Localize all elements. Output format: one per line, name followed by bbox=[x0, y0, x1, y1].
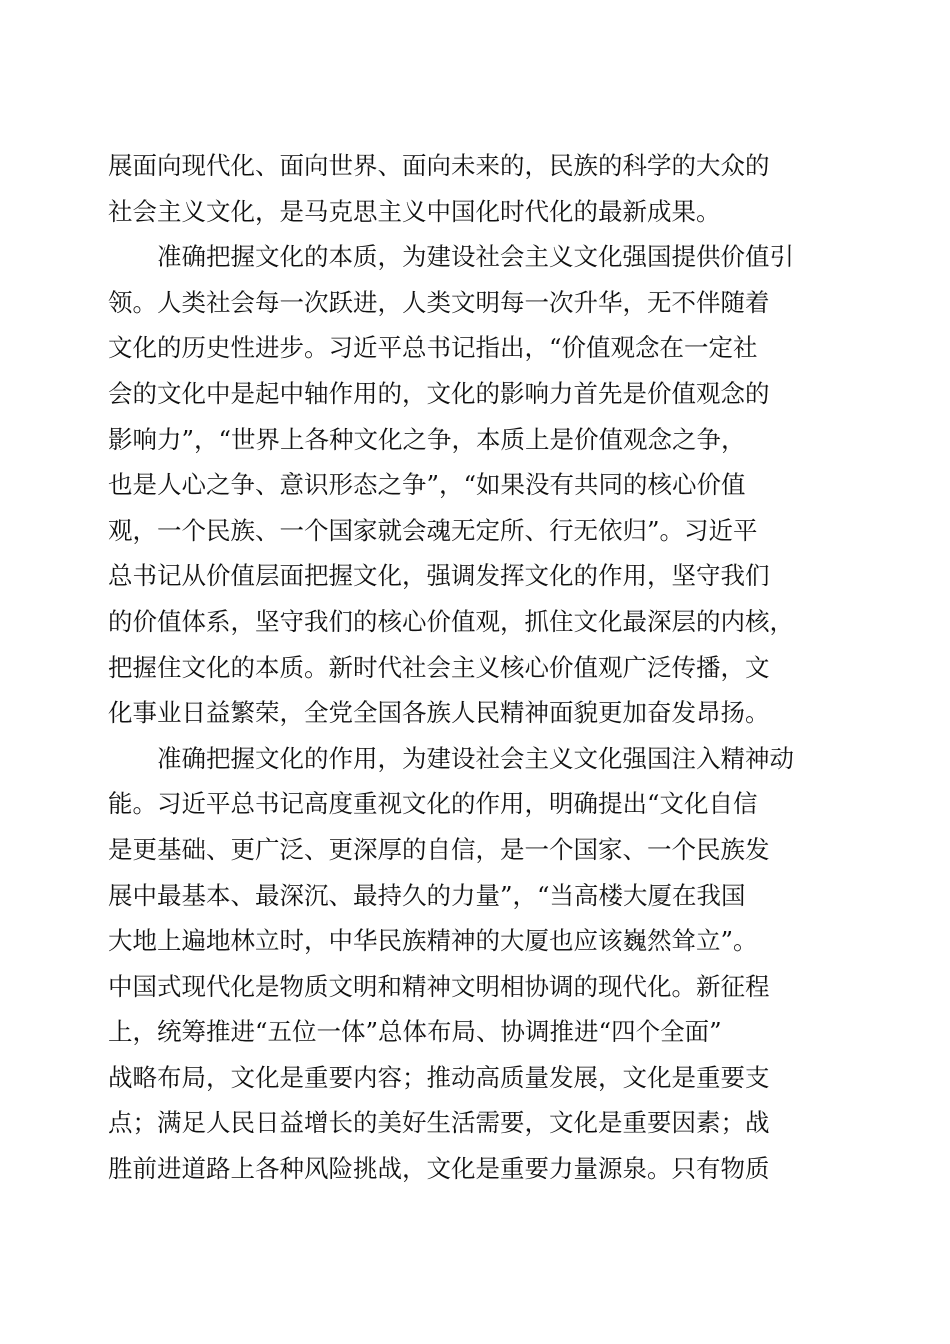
text-line: 的价值体系，坚守我们的核心价值观，抓住文化最深层的内核， bbox=[108, 606, 794, 636]
text-line: 大地上遍地林立时，中华民族精神的大厦也应该巍然耸立”。 bbox=[108, 926, 758, 956]
text-line: 展中最基本、最深沉、最持久的力量”，“当高楼大厦在我国 bbox=[108, 880, 746, 910]
text-line: 把握住文化的本质。新时代社会主义核心价值观广泛传播，文 bbox=[108, 652, 770, 682]
text-line: 总书记从价值层面把握文化，强调发挥文化的作用，坚守我们 bbox=[108, 561, 770, 591]
text-line: 观，一个民族、一个国家就会魂无定所、行无依归”。习近平 bbox=[108, 515, 758, 545]
text-line: 文化的历史性进步。习近平总书记指出，“价值观念在一定社 bbox=[108, 333, 758, 363]
text-line: 展面向现代化、面向世界、面向未来的，民族的科学的大众的 bbox=[108, 151, 770, 180]
text-line: 点；满足人民日益增长的美好生活需要，文化是重要因素；战 bbox=[108, 1108, 770, 1138]
text-line: 社会主义文化，是马克思主义中国化时代化的最新成果。 bbox=[108, 196, 721, 226]
paragraph-start-line: 准确把握文化的作用，为建设社会主义文化强国注入精神动 bbox=[157, 743, 794, 773]
text-line: 战略布局，文化是重要内容；推动高质量发展，文化是重要支 bbox=[108, 1062, 770, 1092]
text-line: 领。人类社会每一次跃进，人类文明每一次升华，无不伴随着 bbox=[108, 287, 770, 317]
text-line: 能。习近平总书记高度重视文化的作用，明确提出“文化自信 bbox=[108, 789, 758, 819]
text-line: 上，统筹推进“五位一体”总体布局、协调推进“四个全面” bbox=[108, 1017, 722, 1047]
text-line: 也是人心之争、意识形态之争”，“如果没有共同的核心价值 bbox=[108, 470, 746, 500]
text-line: 会的文化中是起中轴作用的，文化的影响力首先是价值观念的 bbox=[108, 378, 770, 408]
text-line: 化事业日益繁荣，全党全国各族人民精神面貌更加奋发昂扬。 bbox=[108, 698, 770, 728]
text-line: 胜前进道路上各种风险挑战，文化是重要力量源泉。只有物质 bbox=[108, 1154, 770, 1184]
text-line: 是更基础、更广泛、更深厚的自信，是一个国家、一个民族发 bbox=[108, 834, 770, 864]
text-line: 影响力”，“世界上各种文化之争，本质上是价值观念之争， bbox=[108, 424, 746, 454]
body-text bbox=[108, 143, 842, 1192]
paragraph-start-line: 准确把握文化的本质，为建设社会主义文化强国提供价值引 bbox=[157, 242, 794, 272]
text-line: 中国式现代化是物质文明和精神文明相协调的现代化。新征程 bbox=[108, 971, 770, 1001]
